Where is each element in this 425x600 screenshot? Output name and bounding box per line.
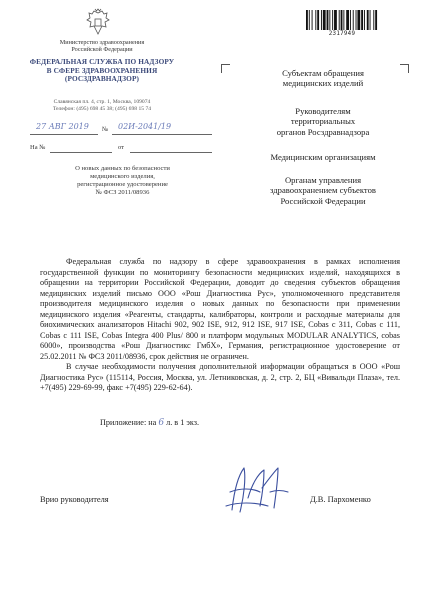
recipient-block (238, 152, 408, 162)
barcode-bar (332, 10, 333, 30)
barcode-bar (317, 10, 319, 30)
body-paragraph: Федеральная служба по надзору в сфере здравоохранения в рамках исполнения государственной функции по мониторингу безопасности медицинских изделий, находящихся в обращении на территории Российской Федерации, доводит до сведения субъектов обращения медицинских изделий письмо ООО «Рош Диагностика Рус», уполномоченного представителя производителя медицинского изделия о новых данных по безопасности при применении медицинского изделия «Реагенты, стандарты, калибраторы, контроли и расходные материалы для биохимических анализаторов Hitachi 902, 902 ISE, 912, 912 ISE, 917 ISE, Cobas c 311, Cobas c 111, Cobas c 111 ISE, Cobas Integra 400 Plus/ 800 и платформ модульных MODULAR ANALYTICS, cobas 6000», производства «Рош Диагностикс ГмбХ», Германия, регистрационное удостоверение от 25.02.2011 № ФСЗ 2011/08936, срок действия не ограничен. (40, 257, 400, 361)
recipient-line: Органам управления (284, 175, 362, 185)
barcode-bar (339, 10, 340, 30)
russian-emblem-icon (84, 7, 112, 37)
address-line: Славянская пл. 4, стр. 1, Москва, 109074 (53, 99, 151, 105)
attachment-note (100, 418, 199, 428)
barcode-number: 2317949 (328, 31, 356, 37)
barcode-bar (321, 10, 322, 30)
subject-line: медицинского изделия, (90, 173, 155, 181)
barcode-bar (309, 10, 310, 30)
address-corner-left (221, 64, 230, 73)
barcode-bar (353, 10, 354, 30)
subject-line: № ФСЗ 2011/08936 (95, 189, 150, 197)
barcode (306, 10, 378, 30)
date-number-row (30, 122, 215, 136)
recipient-line: территориальных (290, 116, 356, 127)
recipient-line: Субъектам обращения (282, 68, 364, 78)
recipient-line: медицинских изделий (282, 78, 364, 89)
recipient-block (238, 68, 408, 89)
from-label: от (118, 144, 125, 151)
recipient-line: Руководителям (295, 106, 351, 116)
agency-line: ФЕДЕРАЛЬНАЯ СЛУЖБА ПО НАДЗОРУ (29, 57, 175, 66)
ministry-line: Российской Федерации (71, 46, 133, 54)
signatory-name: Д.В. Пархоменко (310, 495, 371, 504)
subject-line: регистрационное удостоверение (77, 181, 168, 189)
handwritten-signature (218, 462, 296, 522)
barcode-bar (323, 10, 326, 30)
agency-address (8, 99, 196, 113)
signatory-title: Врио руководителя (40, 495, 109, 504)
from-underline (130, 140, 212, 153)
barcode-bar (327, 10, 329, 30)
attachment-pages: 6 (158, 418, 165, 428)
ministry-name (8, 39, 196, 54)
recipient-block (238, 106, 408, 137)
recipient-line: Российской Федерации (280, 195, 366, 206)
barcode-bar (364, 10, 365, 30)
barcode-bar (343, 10, 344, 30)
agency-line: (РОСЗДРАВНАДЗОР) (64, 74, 140, 84)
barcode-bar (356, 10, 357, 30)
barcode-bar (346, 10, 349, 30)
barcode-bar (312, 10, 313, 30)
body-paragraph: В случае необходимости получения дополнительной информации обращаться в ООО «Рош Диагностика Рус» (115114, Россия, Москва, ул. Летниковская, д. 2, стр. 2, БЦ «Вивальди Плаза», тел. +7(495) 229-69-99, факс +7(495) 229-62-64). (40, 362, 400, 392)
recipient-line: Медицинским организациям (270, 152, 376, 162)
address-line: Телефон: (495) 698 45 38; (495) 698 15 74 (52, 105, 152, 112)
recipient-line: органов Росздравнадзора (276, 126, 370, 137)
letter-subject (30, 165, 215, 197)
barcode-bar (306, 10, 308, 30)
barcode-bar (329, 10, 330, 30)
reference-underline (50, 140, 112, 153)
reference-row (30, 140, 215, 154)
agency-name (8, 58, 196, 84)
recipient-line: здравоохранением субъектов (270, 185, 376, 196)
reference-label: На № (30, 144, 46, 151)
barcode-bar (341, 10, 343, 30)
ministry-line: Министерство здравоохранения (59, 39, 145, 46)
barcode-bar (361, 10, 363, 30)
subject-line: О новых данных по безопасности (75, 165, 170, 172)
registration-number: 02И-2041/19 (118, 122, 172, 131)
attachment-prefix: Приложение: на (100, 418, 157, 427)
agency-line: В СФЕРЕ ЗДРАВООХРАНЕНИЯ (46, 65, 158, 75)
registration-date: 27 АВГ 2019 (36, 122, 89, 131)
barcode-bar (373, 10, 374, 30)
attachment-suffix: л. в 1 экз. (166, 418, 200, 427)
barcode-bar (375, 10, 377, 30)
number-label: № (102, 126, 109, 133)
barcode-bar (367, 10, 369, 30)
barcode-bar (370, 10, 371, 30)
barcode-bar (315, 10, 316, 30)
letter-body (40, 257, 400, 394)
barcode-bar (334, 10, 337, 30)
recipient-block (238, 175, 408, 206)
barcode-bar (357, 10, 360, 30)
barcode-bar (350, 10, 351, 30)
